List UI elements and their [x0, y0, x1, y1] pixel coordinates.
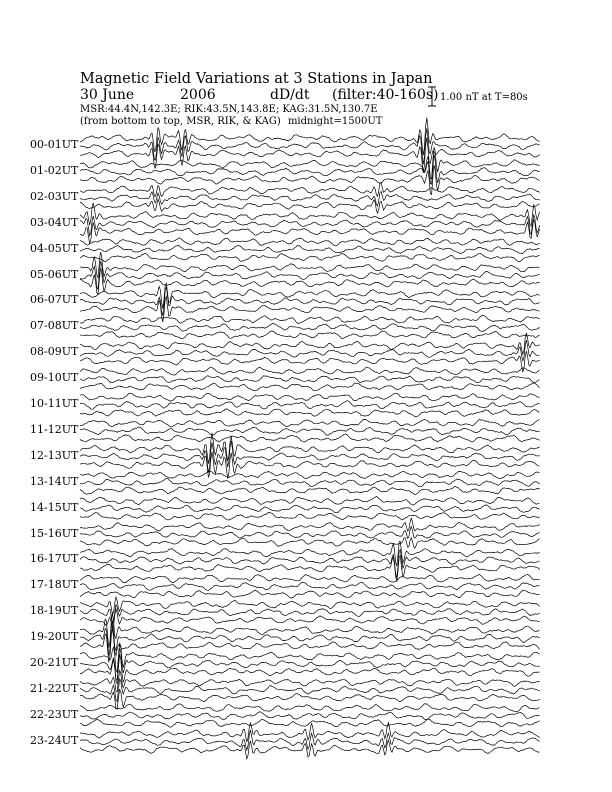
- hour-label-16-17UT: 16-17UT: [30, 552, 79, 566]
- trace-13-14UT-RIK: [80, 479, 540, 487]
- trace-23-24UT-MSR: [80, 723, 540, 742]
- trace-18-19UT-MSR: [80, 597, 540, 614]
- trace-02-03UT-RIK: [80, 191, 540, 206]
- hour-group-09-10UT: [80, 367, 540, 391]
- trace-07-08UT-RIK: [80, 323, 540, 332]
- hour-group-08-09UT: [80, 333, 540, 372]
- hour-label-13-14UT: 13-14UT: [30, 474, 79, 488]
- trace-10-11UT-MSR: [80, 393, 540, 401]
- trace-14-15UT-MSR: [80, 496, 540, 505]
- station-coordinates: MSR:44.4N,142.3E; RIK:43.5N,143.8E; KAG:31.5N,130.7E: [80, 103, 378, 115]
- trace-17-18UT-RIK: [80, 582, 540, 590]
- hour-label-20-21UT: 20-21UT: [30, 656, 79, 669]
- trace-14-15UT-RIK: [80, 505, 540, 513]
- hour-group-16-17UT: [80, 542, 540, 582]
- chart-header: [80, 72, 439, 128]
- trace-09-10UT-RIK: [80, 376, 540, 383]
- hour-group-03-04UT: [80, 203, 540, 243]
- hour-group-02-03UT: [80, 183, 540, 214]
- hour-label-09-10UT: 09-10UT: [30, 371, 79, 385]
- date-day: 30 June: [80, 87, 135, 104]
- trace-17-18UT-KAG: [80, 590, 540, 598]
- station-order-note: (from bottom to top, MSR, RIK, & KAG): [80, 116, 281, 128]
- hour-group-21-22UT: [80, 671, 540, 709]
- trace-09-10UT-MSR: [80, 367, 540, 375]
- trace-13-14UT-MSR: [80, 471, 540, 478]
- hour-label-04-05UT: 04-05UT: [30, 241, 79, 255]
- hour-group-14-15UT: [80, 496, 540, 520]
- hour-label-15-16UT: 15-16UT: [30, 526, 79, 540]
- trace-01-02UT-KAG: [80, 165, 540, 194]
- trace-22-23UT-KAG: [80, 719, 540, 727]
- trace-22-23UT-MSR: [80, 704, 540, 712]
- chart-title: Magnetic Field Variations at 3 Stations in Japan: [80, 71, 433, 87]
- trace-12-13UT-RIK: [80, 441, 540, 473]
- hour-group-11-12UT: [80, 419, 540, 442]
- hour-group-05-06UT: [80, 252, 540, 294]
- trace-19-20UT-RIK: [80, 621, 540, 656]
- scale-label: 1.00 nT at T=80s: [440, 92, 528, 103]
- trace-11-12UT-KAG: [80, 434, 540, 442]
- trace-07-08UT-KAG: [80, 331, 540, 339]
- trace-06-07UT-KAG: [80, 297, 540, 323]
- hour-group-17-18UT: [80, 574, 540, 598]
- hour-label-03-04UT: 03-04UT: [30, 215, 79, 229]
- hour-label-19-20UT: 19-20UT: [30, 630, 79, 644]
- hour-label-12-13UT: 12-13UT: [30, 448, 79, 462]
- hour-label-14-15UT: 14-15UT: [30, 500, 79, 514]
- hour-label-01-02UT: 01-02UT: [30, 163, 79, 177]
- trace-02-03UT-KAG: [80, 199, 540, 213]
- trace-00-01UT-KAG: [80, 137, 540, 173]
- trace-15-16UT-KAG: [80, 538, 540, 549]
- trace-13-14UT-KAG: [80, 487, 540, 495]
- hour-label-06-07UT: 06-07UT: [30, 293, 79, 307]
- trace-08-09UT-RIK: [80, 340, 540, 361]
- trace-06-07UT-MSR: [80, 283, 540, 308]
- hour-label-10-11UT: 10-11UT: [30, 397, 79, 410]
- trace-11-12UT-RIK: [80, 427, 540, 435]
- trace-04-05UT-KAG: [80, 253, 540, 262]
- trace-20-21UT-KAG: [80, 654, 540, 683]
- hour-group-07-08UT: [80, 315, 540, 338]
- hour-label-07-08UT: 07-08UT: [30, 319, 79, 333]
- trace-04-05UT-RIK: [80, 245, 540, 254]
- trace-10-11UT-RIK: [80, 401, 540, 410]
- hour-label-17-18UT: 17-18UT: [30, 578, 79, 592]
- date-filter-line: [80, 88, 439, 103]
- hour-label-22-23UT: 22-23UT: [30, 707, 79, 721]
- trace-20-21UT-RIK: [80, 649, 540, 681]
- trace-02-03UT-MSR: [80, 183, 540, 197]
- quantity-label: dD/dt: [270, 87, 310, 104]
- hour-group-04-05UT: [80, 238, 540, 262]
- hour-group-15-16UT: [80, 518, 540, 548]
- trace-18-19UT-KAG: [80, 609, 540, 627]
- trace-08-09UT-KAG: [80, 351, 540, 372]
- hour-label-23-24UT: 23-24UT: [30, 733, 79, 747]
- hour-group-18-19UT: [80, 597, 540, 628]
- trace-15-16UT-MSR: [80, 518, 540, 531]
- trace-10-11UT-KAG: [80, 409, 540, 417]
- hour-label-00-01UT: 00-01UT: [30, 138, 79, 151]
- trace-22-23UT-RIK: [80, 712, 540, 720]
- trace-01-02UT-RIK: [80, 155, 540, 185]
- trace-17-18UT-MSR: [80, 574, 540, 582]
- trace-11-12UT-MSR: [80, 419, 540, 427]
- hour-group-10-11UT: [80, 393, 540, 417]
- trace-18-19UT-RIK: [80, 605, 540, 623]
- filter-label: (filter:40-160s): [332, 87, 439, 104]
- hour-group-23-24UT: [80, 723, 540, 759]
- trace-04-05UT-MSR: [80, 238, 540, 246]
- trace-14-15UT-KAG: [80, 512, 540, 520]
- trace-03-04UT-KAG: [80, 220, 540, 244]
- hour-group-19-20UT: [80, 612, 540, 662]
- hour-group-13-14UT: [80, 471, 540, 494]
- hour-group-22-23UT: [80, 704, 540, 728]
- trace-00-01UT-RIK: [80, 128, 540, 164]
- trace-12-13UT-MSR: [80, 433, 540, 464]
- midnight-note: midnight=1500UT: [287, 116, 383, 128]
- hour-group-20-21UT: [80, 643, 540, 684]
- hour-group-01-02UT: [80, 147, 540, 194]
- trace-07-08UT-MSR: [80, 315, 540, 323]
- hour-label-02-03UT: 02-03UT: [30, 189, 79, 203]
- trace-01-02UT-MSR: [80, 147, 540, 178]
- trace-05-06UT-KAG: [80, 268, 540, 294]
- hour-label-18-19UT: 18-19UT: [30, 604, 79, 618]
- date-year: 2006: [180, 87, 216, 104]
- hour-label-11-12UT: 11-12UT: [30, 422, 79, 436]
- hour-label-05-06UT: 05-06UT: [30, 267, 79, 281]
- hour-label-08-09UT: 08-09UT: [30, 345, 79, 359]
- trace-19-20UT-MSR: [80, 612, 540, 647]
- hour-group-06-07UT: [80, 283, 540, 322]
- hour-label-21-22UT: 21-22UT: [30, 681, 79, 695]
- trace-09-10UT-KAG: [80, 383, 540, 391]
